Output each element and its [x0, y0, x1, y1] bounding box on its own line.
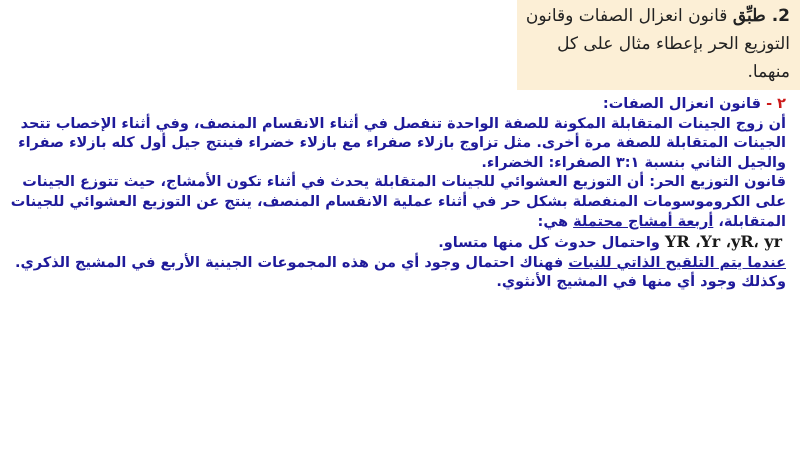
independent-assortment-paragraph	[10, 173, 786, 232]
question-verb: طبِّق	[732, 6, 766, 26]
answer-heading	[10, 95, 786, 115]
gametes-list: YR ،Yr ،yR، yr	[664, 232, 782, 252]
answer-number: ٢ -	[766, 96, 786, 112]
question-text: قانون انعزال الصفات وقانون التوزيع الحر بإعطاء مثال على كل منهما.	[525, 6, 790, 82]
segregation-paragraph: أن زوج الجينات المتقابلة المكونة للصفة الواحدة تنفصل في أثناء الانقسام المنصف، وفي أثناء الإخصاب تتحد الجينات المتقابلة للصفة مرة أخرى. مثل تزاوج بازلاء صفراء مع بازلاء خضراء فينتج جيل أول كله بازلاء صفراء والجيل الثاني بنسبة ٣:١ الصفراء: الخضراء.	[18, 115, 786, 171]
assortment-end: هي:	[537, 213, 569, 230]
four-gametes-underlined: أربعة أمشاج محتملة	[573, 213, 714, 230]
question-box	[517, 0, 800, 90]
self-pollination-underlined: عندما يتم التلقيح الذاتي للنبات	[568, 254, 786, 271]
self-pollination-paragraph	[10, 254, 786, 293]
gametes-note: واحتمال حدوث كل منها متساو.	[438, 235, 660, 252]
question-number: 2.	[771, 6, 790, 26]
answer-body	[10, 95, 786, 293]
gametes-line	[10, 232, 786, 254]
answer-title: قانون انعزال الصفات:	[602, 96, 761, 112]
assortment-text: قانون التوزيع الحر: أن التوزيع العشوائي للجينات المتقابلة يحدث في أثناء تكون الأمشاج، حيث تتوزع الجينات على الكروموسومات المنفصلة بشكل حر في أثناء عملية الانقسام المنصف، ينتج عن التوزيع العشوائي للجينات المتقابلة،	[10, 174, 786, 230]
self-pollination-text: فهناك احتمال وجود أي من هذه المجموعات الجينية الأربع في المشيج الذكري. وكذلك وجود أي منها في المشيج الأنثوي.	[14, 254, 786, 291]
